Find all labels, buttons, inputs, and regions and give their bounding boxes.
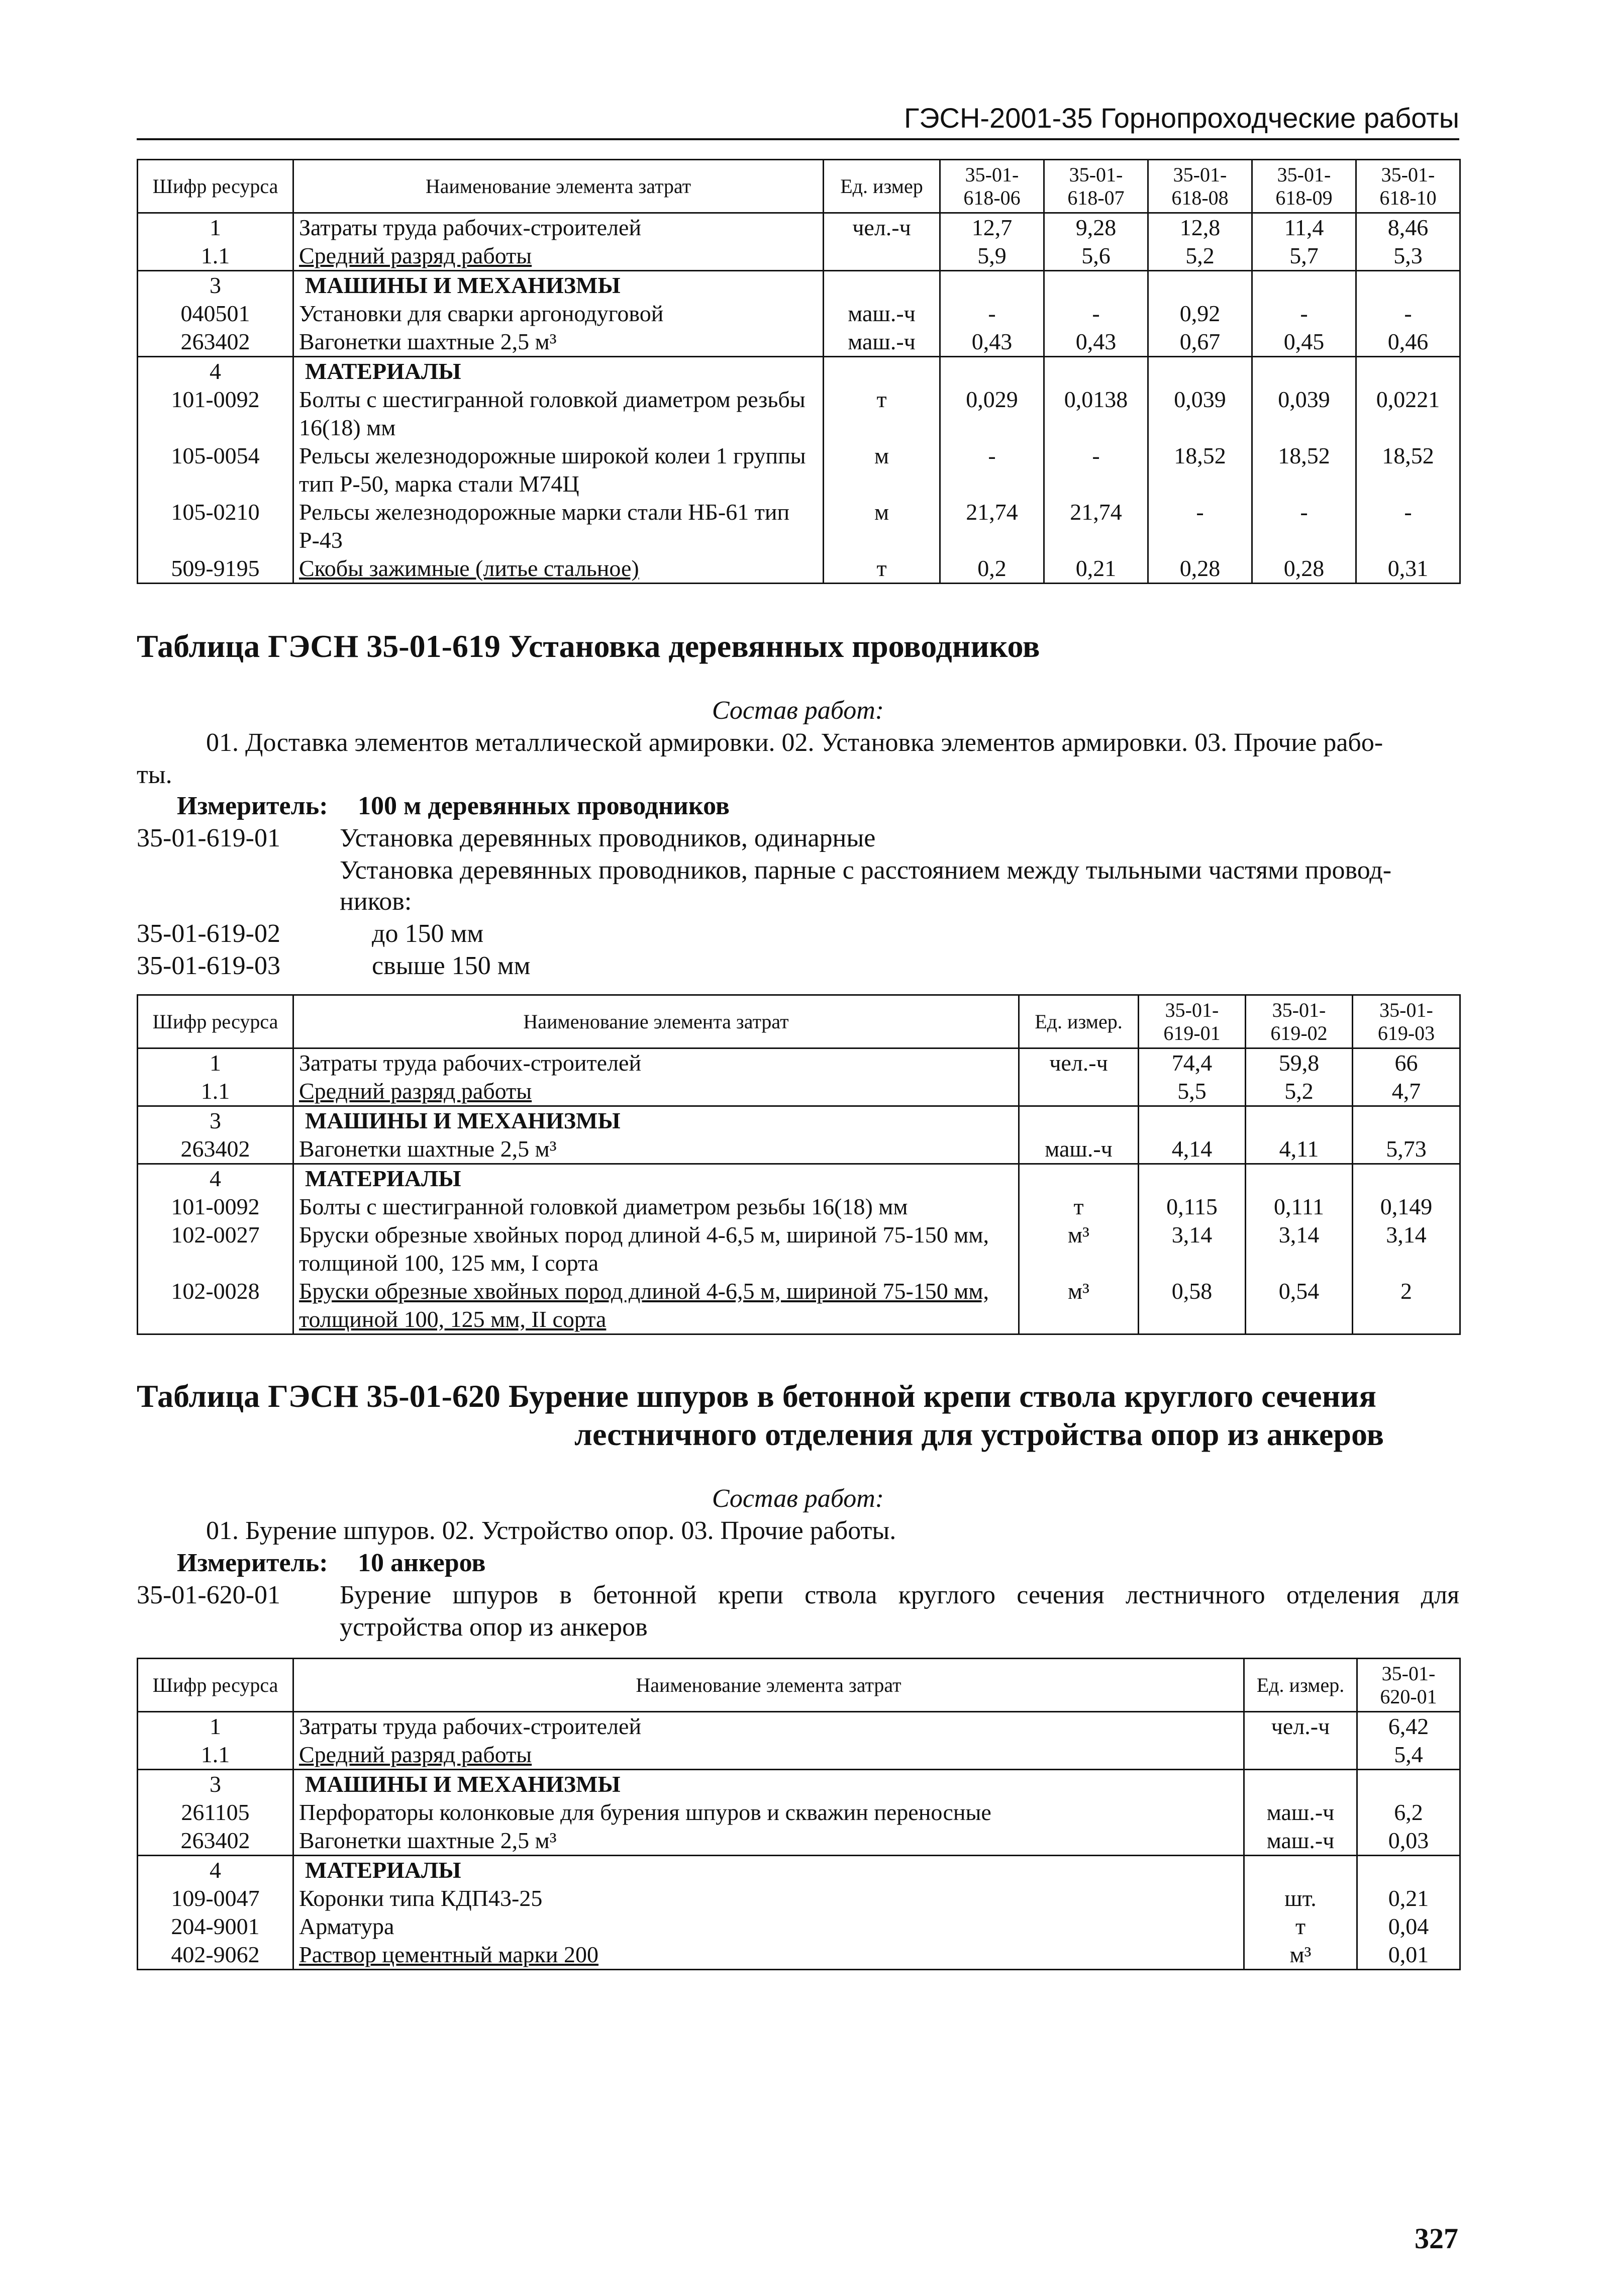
norm-value: 5,7	[1252, 242, 1356, 271]
resource-code: 4	[138, 1856, 293, 1885]
resource-code: 3	[138, 1106, 293, 1135]
cost-element-name: Перфораторы колонковые для бурения шпуров и скважин переносные	[293, 1798, 1244, 1827]
table-row	[138, 1712, 1460, 1741]
cost-element-name: Средний разряд работы	[293, 242, 824, 271]
norm-value: -	[1044, 300, 1148, 328]
cost-element-name: МАТЕРИАЛЫ	[293, 1856, 1244, 1885]
table-row	[138, 1884, 1460, 1912]
cost-element-name: Рельсы железнодорожные марки стали НБ-61 тип Р-43	[293, 498, 824, 554]
table-row	[138, 1106, 1460, 1135]
resource-code: 402-9062	[138, 1941, 293, 1970]
resource-code: 263402	[138, 1135, 293, 1164]
col-header: 35-01- 620-01	[1357, 1659, 1460, 1712]
norm-value	[1356, 271, 1460, 300]
cost-table-618	[137, 159, 1461, 584]
resource-code: 105-0210	[138, 498, 293, 554]
norm-value: 0,04	[1357, 1912, 1460, 1941]
table-row	[138, 1077, 1460, 1106]
col-header: 35-01- 619-01	[1139, 995, 1246, 1048]
table-row	[138, 213, 1460, 242]
unit-of-measure: чел.-ч	[824, 213, 940, 242]
norm-value: -	[1356, 300, 1460, 328]
resource-code: 1.1	[138, 1077, 293, 1106]
item-code: 35-01-620-01	[137, 1581, 280, 1609]
resource-code: 4	[138, 1164, 293, 1193]
norm-value: 3,14	[1139, 1221, 1246, 1277]
table-row	[138, 357, 1460, 386]
unit-of-measure: шт.	[1244, 1884, 1357, 1912]
col-header: 35-01- 618-07	[1044, 160, 1148, 213]
resource-code: 101-0092	[138, 1193, 293, 1221]
cost-element-name: Установки для сварки аргонодуговой	[293, 300, 824, 328]
norm-value	[1246, 1164, 1353, 1193]
table-row	[138, 1798, 1460, 1827]
norm-value: 59,8	[1246, 1048, 1353, 1078]
norm-value	[1148, 271, 1252, 300]
norm-value	[1246, 1106, 1353, 1135]
norm-value: 5,2	[1246, 1077, 1353, 1106]
norm-value: 0,58	[1139, 1277, 1246, 1334]
unit-of-measure: т	[1019, 1193, 1139, 1221]
norm-value: 0,21	[1044, 554, 1148, 584]
table-row	[138, 328, 1460, 357]
unit-of-measure: маш.-ч	[1019, 1135, 1139, 1164]
item-text: до 150 мм	[372, 919, 484, 948]
norm-value: 5,9	[940, 242, 1044, 271]
norm-value: 2	[1353, 1277, 1460, 1334]
running-header: ГЭСН-2001-35 Горнопроходческие работы	[903, 102, 1459, 134]
cost-element-name: Раствор цементный марки 200	[293, 1941, 1244, 1970]
resource-code: 263402	[138, 1827, 293, 1856]
unit-of-measure	[1019, 1106, 1139, 1135]
cost-table-620	[137, 1658, 1461, 1970]
unit-of-measure: маш.-ч	[824, 328, 940, 357]
composition-label: Состав работ:	[712, 696, 884, 725]
cost-element-name: Болты с шестигранной головкой диаметром резьбы 16(18) мм	[293, 1193, 1019, 1221]
norm-value: 0,01	[1357, 1941, 1460, 1970]
resource-code: 1	[138, 1048, 293, 1078]
table-row	[138, 498, 1460, 554]
meter-label: Измеритель:	[177, 1549, 328, 1577]
norm-value: 0,92	[1148, 300, 1252, 328]
unit-of-measure	[824, 271, 940, 300]
group-text-cont: ников:	[340, 887, 412, 916]
norm-value: 18,52	[1356, 442, 1460, 498]
norm-value: 21,74	[1044, 498, 1148, 554]
norm-value: 0,0221	[1356, 386, 1460, 442]
norm-value: 0,54	[1246, 1277, 1353, 1334]
composition-label: Состав работ:	[712, 1484, 884, 1513]
composition-text: 01. Бурение шпуров. 02. Устройство опор. 03. Прочие работы.	[206, 1516, 896, 1545]
norm-value: -	[1044, 442, 1148, 498]
resource-code: 204-9001	[138, 1912, 293, 1941]
col-header: 35-01- 618-08	[1148, 160, 1252, 213]
unit-of-measure	[1019, 1077, 1139, 1106]
norm-value: -	[940, 300, 1044, 328]
resource-code: 4	[138, 357, 293, 386]
group-text: Установка деревянных проводников, парные с расстоянием между тыльными частями провод-	[340, 856, 1392, 885]
table-title-620: Таблица ГЭСН 35-01-620 Бурение шпуров в бетонной крепи ствола круглого сечения	[137, 1378, 1376, 1414]
col-header: Наименование элемента затрат	[293, 160, 824, 213]
cost-element-name: МАШИНЫ И МЕХАНИЗМЫ	[293, 271, 824, 300]
col-header: Наименование элемента затрат	[293, 1659, 1244, 1712]
norm-value: 12,7	[940, 213, 1044, 242]
resource-code: 3	[138, 271, 293, 300]
norm-value: 74,4	[1139, 1048, 1246, 1078]
col-header: Шифр ресурса	[138, 995, 293, 1048]
resource-code: 1.1	[138, 1741, 293, 1770]
unit-of-measure: чел.-ч	[1019, 1048, 1139, 1078]
norm-value: -	[1252, 498, 1356, 554]
cost-element-name: Вагонетки шахтные 2,5 м³	[293, 1135, 1019, 1164]
cost-element-name: МАШИНЫ И МЕХАНИЗМЫ	[293, 1106, 1019, 1135]
norm-value: 0,43	[940, 328, 1044, 357]
unit-of-measure: т	[824, 386, 940, 442]
table-row	[138, 271, 1460, 300]
page-number: 327	[1415, 2222, 1458, 2255]
norm-value: 5,5	[1139, 1077, 1246, 1106]
norm-value: -	[940, 442, 1044, 498]
cost-element-name: Вагонетки шахтные 2,5 м³	[293, 328, 824, 357]
norm-value	[1252, 357, 1356, 386]
item-text: свыше 150 мм	[372, 951, 531, 980]
meter-label: Измеритель:	[177, 792, 328, 820]
cost-element-name: Скобы зажимные (литье стальное)	[293, 554, 824, 584]
item-code: 35-01-619-03	[137, 951, 280, 980]
composition-text: 01. Доставка элементов металлической армировки. 02. Установка элементов армировки. 03. Прочие рабо-	[206, 728, 1383, 757]
norm-value	[940, 271, 1044, 300]
norm-value	[1044, 271, 1148, 300]
table-row	[138, 1770, 1460, 1799]
norm-value: 0,0138	[1044, 386, 1148, 442]
unit-of-measure	[1244, 1856, 1357, 1885]
norm-value	[1353, 1106, 1460, 1135]
norm-value: 4,11	[1246, 1135, 1353, 1164]
table-row	[138, 1827, 1460, 1856]
table-row	[138, 1856, 1460, 1885]
col-header: Наименование элемента затрат	[293, 995, 1019, 1048]
item-text: Установка деревянных проводников, одинарные	[340, 824, 876, 852]
norm-value	[1353, 1164, 1460, 1193]
norm-value: 0,46	[1356, 328, 1460, 357]
col-header: Шифр ресурса	[138, 1659, 293, 1712]
table-row	[138, 1135, 1460, 1164]
resource-code: 040501	[138, 300, 293, 328]
col-header: 35-01- 618-10	[1356, 160, 1460, 213]
norm-value: 3,14	[1353, 1221, 1460, 1277]
col-header: 35-01- 619-03	[1353, 995, 1460, 1048]
resource-code: 102-0028	[138, 1277, 293, 1334]
table-title-620-cont: лестничного отделения для устройства опор из анкеров	[574, 1416, 1384, 1452]
norm-value: 4,14	[1139, 1135, 1246, 1164]
resource-code: 105-0054	[138, 442, 293, 498]
norm-value: -	[1252, 300, 1356, 328]
unit-of-measure: чел.-ч	[1244, 1712, 1357, 1741]
table-row	[138, 1048, 1460, 1078]
composition-text-cont: ты.	[137, 760, 172, 789]
cost-element-name: МАТЕРИАЛЫ	[293, 357, 824, 386]
col-header: Ед. измер.	[1019, 995, 1139, 1048]
table-row	[138, 1164, 1460, 1193]
unit-of-measure: м	[824, 498, 940, 554]
unit-of-measure	[1244, 1741, 1357, 1770]
cost-element-name: Бруски обрезные хвойных пород длиной 4-6,5 м, шириной 75-150 мм, толщиной 100, 125 мм, II сорта	[293, 1277, 1019, 1334]
unit-of-measure: м³	[1244, 1941, 1357, 1970]
norm-value: 5,6	[1044, 242, 1148, 271]
table-row	[138, 554, 1460, 584]
meter-value: 10 анкеров	[358, 1549, 486, 1577]
norm-value: -	[1356, 498, 1460, 554]
norm-value: 0,43	[1044, 328, 1148, 357]
resource-code: 261105	[138, 1798, 293, 1827]
norm-value: -	[1148, 498, 1252, 554]
unit-of-measure: м	[824, 442, 940, 498]
norm-value	[1252, 271, 1356, 300]
cost-element-name: Арматура	[293, 1912, 1244, 1941]
resource-code: 1	[138, 213, 293, 242]
table-row	[138, 1741, 1460, 1770]
unit-of-measure	[824, 242, 940, 271]
cost-element-name: Вагонетки шахтные 2,5 м³	[293, 1827, 1244, 1856]
norm-value	[1139, 1106, 1246, 1135]
table-row	[138, 300, 1460, 328]
item-code: 35-01-619-01	[137, 824, 280, 852]
table-row	[138, 1912, 1460, 1941]
norm-value: 0,039	[1148, 386, 1252, 442]
norm-value: 66	[1353, 1048, 1460, 1078]
header-rule	[137, 138, 1459, 140]
col-header: 35-01- 618-06	[940, 160, 1044, 213]
norm-value: 4,7	[1353, 1077, 1460, 1106]
norm-value: 0,2	[940, 554, 1044, 584]
norm-value: 5,2	[1148, 242, 1252, 271]
norm-value: 0,03	[1357, 1827, 1460, 1856]
cost-element-name: Затраты труда рабочих-строителей	[293, 1048, 1019, 1078]
norm-value: 0,111	[1246, 1193, 1353, 1221]
cost-element-name: Средний разряд работы	[293, 1077, 1019, 1106]
norm-value: 5,73	[1353, 1135, 1460, 1164]
norm-value: 0,21	[1357, 1884, 1460, 1912]
norm-value: 6,2	[1357, 1798, 1460, 1827]
norm-value: 5,4	[1357, 1741, 1460, 1770]
norm-value: 8,46	[1356, 213, 1460, 242]
resource-code: 263402	[138, 328, 293, 357]
cost-element-name: Бруски обрезные хвойных пород длиной 4-6,5 м, шириной 75-150 мм, толщиной 100, 125 мм, I сорта	[293, 1221, 1019, 1277]
norm-value: 0,28	[1252, 554, 1356, 584]
norm-value: 18,52	[1148, 442, 1252, 498]
norm-value: 11,4	[1252, 213, 1356, 242]
norm-value	[1148, 357, 1252, 386]
cost-element-name: Затраты труда рабочих-строителей	[293, 1712, 1244, 1741]
cost-table-619	[137, 994, 1461, 1335]
item-text-cont: устройства опор из анкеров	[340, 1613, 648, 1642]
col-header: Ед. измер.	[1244, 1659, 1357, 1712]
cost-element-name: Затраты труда рабочих-строителей	[293, 213, 824, 242]
table-row	[138, 1193, 1460, 1221]
table-row	[138, 242, 1460, 271]
meter-value: 100 м деревянных проводников	[358, 792, 730, 820]
col-header: Шифр ресурса	[138, 160, 293, 213]
cost-element-name: Болты с шестигранной головкой диаметром резьбы 16(18) мм	[293, 386, 824, 442]
unit-of-measure	[1019, 1164, 1139, 1193]
cost-element-name: Коронки типа КДП43-25	[293, 1884, 1244, 1912]
norm-value	[1357, 1856, 1460, 1885]
table-row	[138, 1221, 1460, 1277]
col-header: 35-01- 618-09	[1252, 160, 1356, 213]
table-row	[138, 386, 1460, 442]
cost-element-name: Рельсы железнодорожные широкой колеи 1 группы тип Р-50, марка стали М74Ц	[293, 442, 824, 498]
unit-of-measure: маш.-ч	[1244, 1798, 1357, 1827]
resource-code: 509-9195	[138, 554, 293, 584]
norm-value	[1357, 1770, 1460, 1799]
table-title-619: Таблица ГЭСН 35-01-619 Установка деревянных проводников	[137, 628, 1040, 664]
norm-value: 0,28	[1148, 554, 1252, 584]
norm-value: 0,115	[1139, 1193, 1246, 1221]
norm-value	[1139, 1164, 1246, 1193]
col-header: 35-01- 619-02	[1246, 995, 1353, 1048]
unit-of-measure	[824, 357, 940, 386]
cost-element-name: МАШИНЫ И МЕХАНИЗМЫ	[293, 1770, 1244, 1799]
norm-value: 0,039	[1252, 386, 1356, 442]
table-row	[138, 1277, 1460, 1334]
norm-value: 0,31	[1356, 554, 1460, 584]
unit-of-measure	[1244, 1770, 1357, 1799]
norm-value	[940, 357, 1044, 386]
norm-value: 0,029	[940, 386, 1044, 442]
resource-code: 102-0027	[138, 1221, 293, 1277]
norm-value: 12,8	[1148, 213, 1252, 242]
norm-value: 21,74	[940, 498, 1044, 554]
item-text: Бурение шпуров в бетонной крепи ствола круглого сечения лестничного отделения для	[340, 1581, 1459, 1609]
table-row	[138, 1941, 1460, 1970]
resource-code: 101-0092	[138, 386, 293, 442]
cost-element-name: Средний разряд работы	[293, 1741, 1244, 1770]
norm-value: 0,45	[1252, 328, 1356, 357]
norm-value: 6,42	[1357, 1712, 1460, 1741]
resource-code: 1	[138, 1712, 293, 1741]
col-header: Ед. измер	[824, 160, 940, 213]
norm-value: 3,14	[1246, 1221, 1353, 1277]
resource-code: 3	[138, 1770, 293, 1799]
unit-of-measure: маш.-ч	[824, 300, 940, 328]
norm-value	[1356, 357, 1460, 386]
norm-value: 0,149	[1353, 1193, 1460, 1221]
unit-of-measure: м³	[1019, 1221, 1139, 1277]
norm-value: 5,3	[1356, 242, 1460, 271]
unit-of-measure: маш.-ч	[1244, 1827, 1357, 1856]
norm-value: 9,28	[1044, 213, 1148, 242]
norm-value	[1044, 357, 1148, 386]
table-row	[138, 442, 1460, 498]
item-code: 35-01-619-02	[137, 919, 280, 948]
cost-element-name: МАТЕРИАЛЫ	[293, 1164, 1019, 1193]
resource-code: 109-0047	[138, 1884, 293, 1912]
unit-of-measure: т	[1244, 1912, 1357, 1941]
norm-value: 18,52	[1252, 442, 1356, 498]
unit-of-measure: т	[824, 554, 940, 584]
unit-of-measure: м³	[1019, 1277, 1139, 1334]
resource-code: 1.1	[138, 242, 293, 271]
norm-value: 0,67	[1148, 328, 1252, 357]
